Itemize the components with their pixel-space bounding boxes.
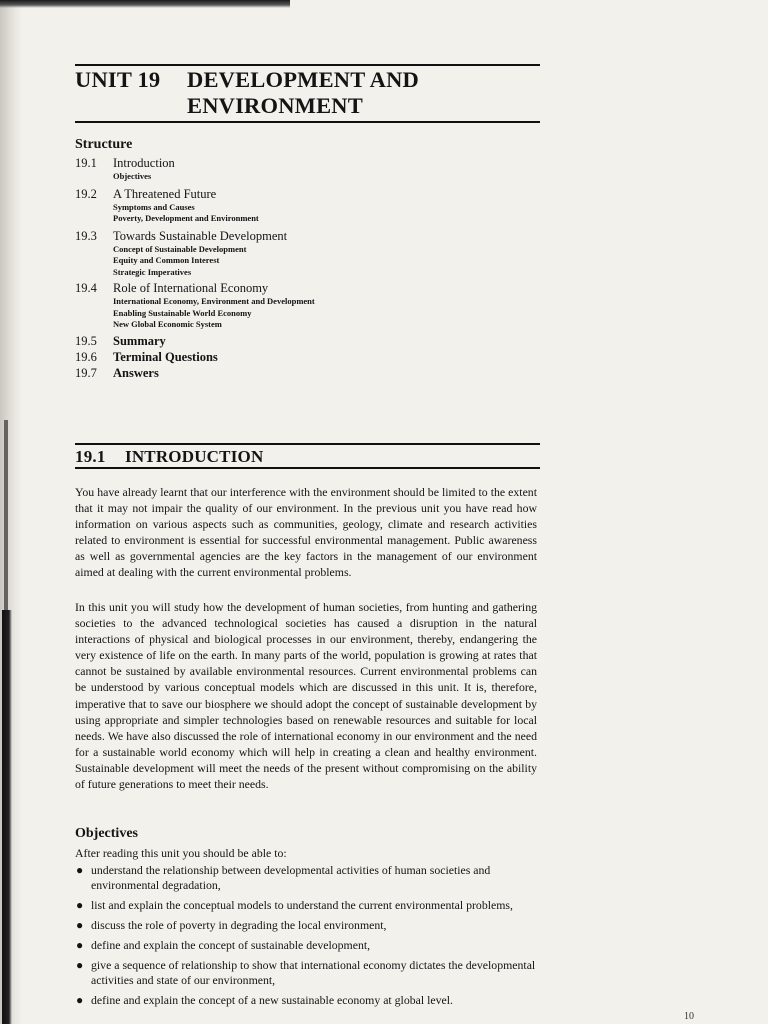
bullet-icon: ● bbox=[76, 958, 84, 972]
toc-subtopic: Symptoms and Causes bbox=[113, 201, 195, 212]
toc-subtopic: Concept of Sustainable Development bbox=[113, 243, 247, 254]
toc-subtopic: Equity and Common Interest bbox=[113, 255, 220, 265]
unit-title bbox=[75, 67, 419, 119]
intro-paragraph-1: You have already learnt that our interference with the environment should be limited to the extent that it may not impair the quality of our environment. In the previous unit you have read how information on various aspects such as communities, geology, climate and research activities related to environment is essential for successful environmental management. Public awareness as well as governmental agencies are the key factors in the management of our environment aimed at dealing with the current environmental problems. bbox=[75, 485, 537, 580]
toc-entry bbox=[75, 350, 545, 365]
objective-item bbox=[75, 918, 540, 933]
toc-number: 19.3 bbox=[75, 228, 97, 243]
toc-title: Terminal Questions bbox=[113, 349, 218, 364]
objective-text: list and explain the conceptual models to understand the current environmental problems, bbox=[91, 898, 513, 912]
toc-entry bbox=[75, 156, 545, 183]
bullet-icon: ● bbox=[76, 993, 84, 1007]
objective-item bbox=[75, 958, 540, 988]
toc-subtopic: Objectives bbox=[113, 171, 152, 181]
objectives-list bbox=[75, 863, 540, 1013]
objectives-intro: After reading this unit you should be able to: bbox=[75, 846, 287, 860]
structure-heading: Structure bbox=[75, 137, 133, 152]
unit-title-line2: ENVIRONMENT bbox=[187, 93, 363, 118]
objective-item bbox=[75, 938, 540, 953]
unit-number: UNIT 19 bbox=[75, 67, 161, 92]
objective-item bbox=[75, 863, 540, 893]
scan-artifact-top bbox=[0, 0, 290, 8]
title-rule-bottom bbox=[75, 121, 540, 123]
section-heading bbox=[75, 447, 263, 467]
toc-subtopic: Strategic Imperatives bbox=[113, 266, 192, 277]
toc-subtopic: Poverty, Development and Environment bbox=[113, 213, 259, 223]
toc-title: Summary bbox=[113, 333, 166, 348]
toc-entry bbox=[75, 366, 545, 381]
binding-shadow-upper bbox=[4, 420, 8, 610]
unit-title-line1: DEVELOPMENT AND bbox=[187, 67, 419, 92]
toc-title: Role of International Economy bbox=[113, 281, 269, 295]
bullet-icon: ● bbox=[76, 898, 84, 912]
objective-text: define and explain the concept of sustainable development, bbox=[91, 938, 371, 952]
toc-title: A Threatened Future bbox=[113, 186, 217, 201]
toc-title: Answers bbox=[113, 365, 159, 380]
table-of-contents bbox=[75, 156, 545, 381]
toc-subtopic: New Global Economic System bbox=[113, 319, 222, 329]
objective-text: give a sequence of relationship to show that international economy dictates the developmental activities and state of our environment, bbox=[91, 958, 536, 987]
toc-entry bbox=[75, 334, 545, 349]
objective-text: discuss the role of poverty in degrading the local environment, bbox=[91, 918, 387, 932]
toc-number: 19.6 bbox=[75, 349, 97, 364]
objective-item bbox=[75, 993, 540, 1008]
toc-number: 19.5 bbox=[75, 333, 97, 348]
intro-paragraph-2: In this unit you will study how the development of human societies, from hunting and gathering societies to the advanced technological societies has caused a disruption in the natural interactions of physical and biological processes in our environment, thereby, endangering the very existence of life on the earth. In many parts of the world, population is growing at rates that cannot be sustained by available environmental resources. Current environmental problems can be understood by various conceptual models which are discussed in this unit. It is, therefore, imperative that to save our biosphere we should adopt the concept of sustainable development by using appropriate and simpler technologies based on renewable resources and suitable for local needs. We have also discussed the role of international economy in our environment and the need for a sustainable world economy which will help in creating a clean and healthy environment. Sustainable development will meet the needs of the present without compromising on the ability of future generations to meet their needs. bbox=[75, 600, 537, 792]
page-number: 10 bbox=[684, 1011, 694, 1022]
toc-number: 19.1 bbox=[75, 156, 97, 170]
toc-number: 19.7 bbox=[75, 365, 97, 380]
section-rule-top bbox=[75, 443, 540, 445]
bullet-icon: ● bbox=[76, 863, 84, 877]
binding-shadow bbox=[2, 610, 12, 1024]
title-rule-top bbox=[75, 64, 540, 66]
section-rule-bottom bbox=[75, 467, 540, 469]
bullet-icon: ● bbox=[76, 918, 84, 932]
toc-number: 19.4 bbox=[75, 281, 97, 295]
toc-entry bbox=[75, 229, 545, 279]
toc-entry bbox=[75, 281, 545, 331]
toc-number: 19.2 bbox=[75, 186, 97, 201]
toc-title: Introduction bbox=[113, 156, 175, 170]
section-number: 19.1 bbox=[75, 447, 106, 466]
objective-text: define and explain the concept of a new sustainable economy at global level. bbox=[91, 993, 453, 1007]
objective-item bbox=[75, 898, 540, 913]
toc-entry bbox=[75, 187, 545, 225]
objective-text: understand the relationship between developmental activities of human societies and environmental degradation, bbox=[91, 863, 491, 892]
bullet-icon: ● bbox=[76, 938, 84, 952]
toc-subtopic: Enabling Sustainable World Economy bbox=[113, 307, 252, 318]
toc-title: Towards Sustainable Development bbox=[113, 228, 288, 243]
section-title: INTRODUCTION bbox=[125, 447, 264, 466]
objectives-heading: Objectives bbox=[75, 826, 138, 841]
toc-subtopic: International Economy, Environment and Development bbox=[113, 296, 315, 306]
